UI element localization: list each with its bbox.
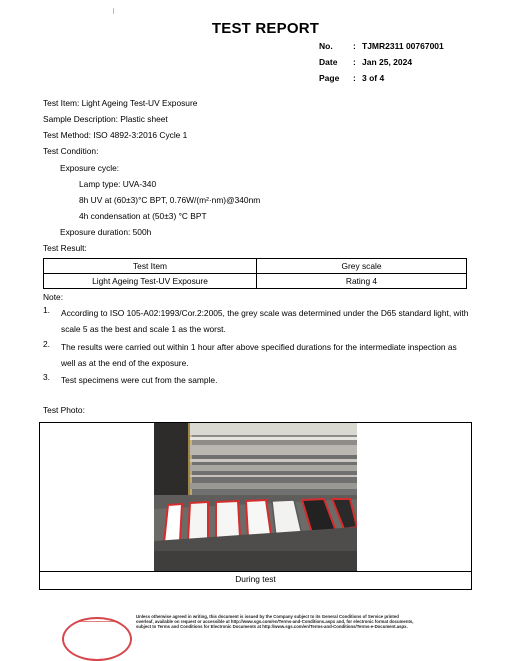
note-item-1 [43,305,471,337]
sample-description-line: Sample Description: Plastic sheet [43,114,168,124]
footer-disclaimer [136,614,448,629]
report-page-value: 3 of 4 [362,73,385,83]
report-date-separator: : [353,57,356,67]
report-number-label: No. [319,41,333,51]
report-number-row [319,38,444,54]
footer-disclaimer-line: subject to Terms and Conditions for Electronic Documents at http://www.sgs.com/en/Terms-and-Conditions/Terms-e-Document.aspx. [136,624,408,629]
report-date-value: Jan 25, 2024 [362,57,413,67]
result-header-grey-scale: Grey scale [257,259,467,274]
result-table [43,258,467,289]
test-photo-frame [39,422,472,590]
result-cell-rating: Rating 4 [257,274,467,289]
report-date-label: Date [319,57,338,67]
test-item-line: Test Item: Light Ageing Test-UV Exposure [43,98,198,108]
footer-disclaimer-line: overleaf, available on request or accessible at http://www.sgs.com/en/Terms-and-Conditions.aspx and, for electronic format documents, [136,619,414,624]
lamp-type-line: Lamp type: UVA-340 [79,179,157,189]
note-text: The results were carried out within 1 hour after above specified durations for the intermediate inspection as well as at the end of the exposure. [61,342,457,368]
note-heading: Note: [43,292,64,302]
company-seal-stamp [62,617,132,661]
uv-cycle-line: 8h UV at (60±3)°C BPT, 0.76W/(m²·nm)@340nm [79,195,261,205]
report-page-label: Page [319,73,340,83]
test-method-line: Test Method: ISO 4892-3:2016 Cycle 1 [43,130,188,140]
report-date-row [319,54,444,70]
condensation-cycle-line: 4h condensation at (50±3) °C BPT [79,211,207,221]
note-text: According to ISO 105-A02:1993/Cor.2:2005, the grey scale was determined under the D65 standard light, with scale 5 as the best and scale 1 as the worst. [61,308,469,334]
note-item-2 [43,339,471,371]
result-cell-test-item: Light Ageing Test-UV Exposure [44,274,257,289]
report-title: TEST REPORT [211,20,320,37]
result-table-header-row [44,259,467,274]
exposure-cycle-heading: Exposure cycle: [60,163,120,173]
test-photo-label: Test Photo: [43,405,85,415]
note-item-3 [43,372,471,388]
note-number: 2. [43,339,50,349]
header-tick-mark [113,8,114,14]
report-number-separator: : [353,41,356,51]
report-page-row [319,70,444,86]
footer-disclaimer-line: Unless otherwise agreed in writing, this document is issued by the Company subject to its General Conditions of Service printed [136,614,399,619]
uv-chamber-photo [154,423,357,571]
report-page-separator: : [353,73,356,83]
table-row [44,274,467,289]
note-text: Test specimens were cut from the sample. [61,375,218,385]
exposure-duration-line: Exposure duration: 500h [60,227,152,237]
photo-caption: During test [235,574,276,584]
test-result-heading: Test Result: [43,243,87,253]
result-header-test-item: Test Item [44,259,257,274]
test-condition-heading: Test Condition: [43,146,99,156]
report-meta [319,38,444,86]
report-number-value: TJMR2311 00767001 [362,41,444,51]
note-number: 1. [43,305,50,315]
note-number: 3. [43,372,50,382]
company-seal-text-arc [78,621,118,622]
photo-caption-divider [40,571,471,572]
test-photo [154,423,357,571]
